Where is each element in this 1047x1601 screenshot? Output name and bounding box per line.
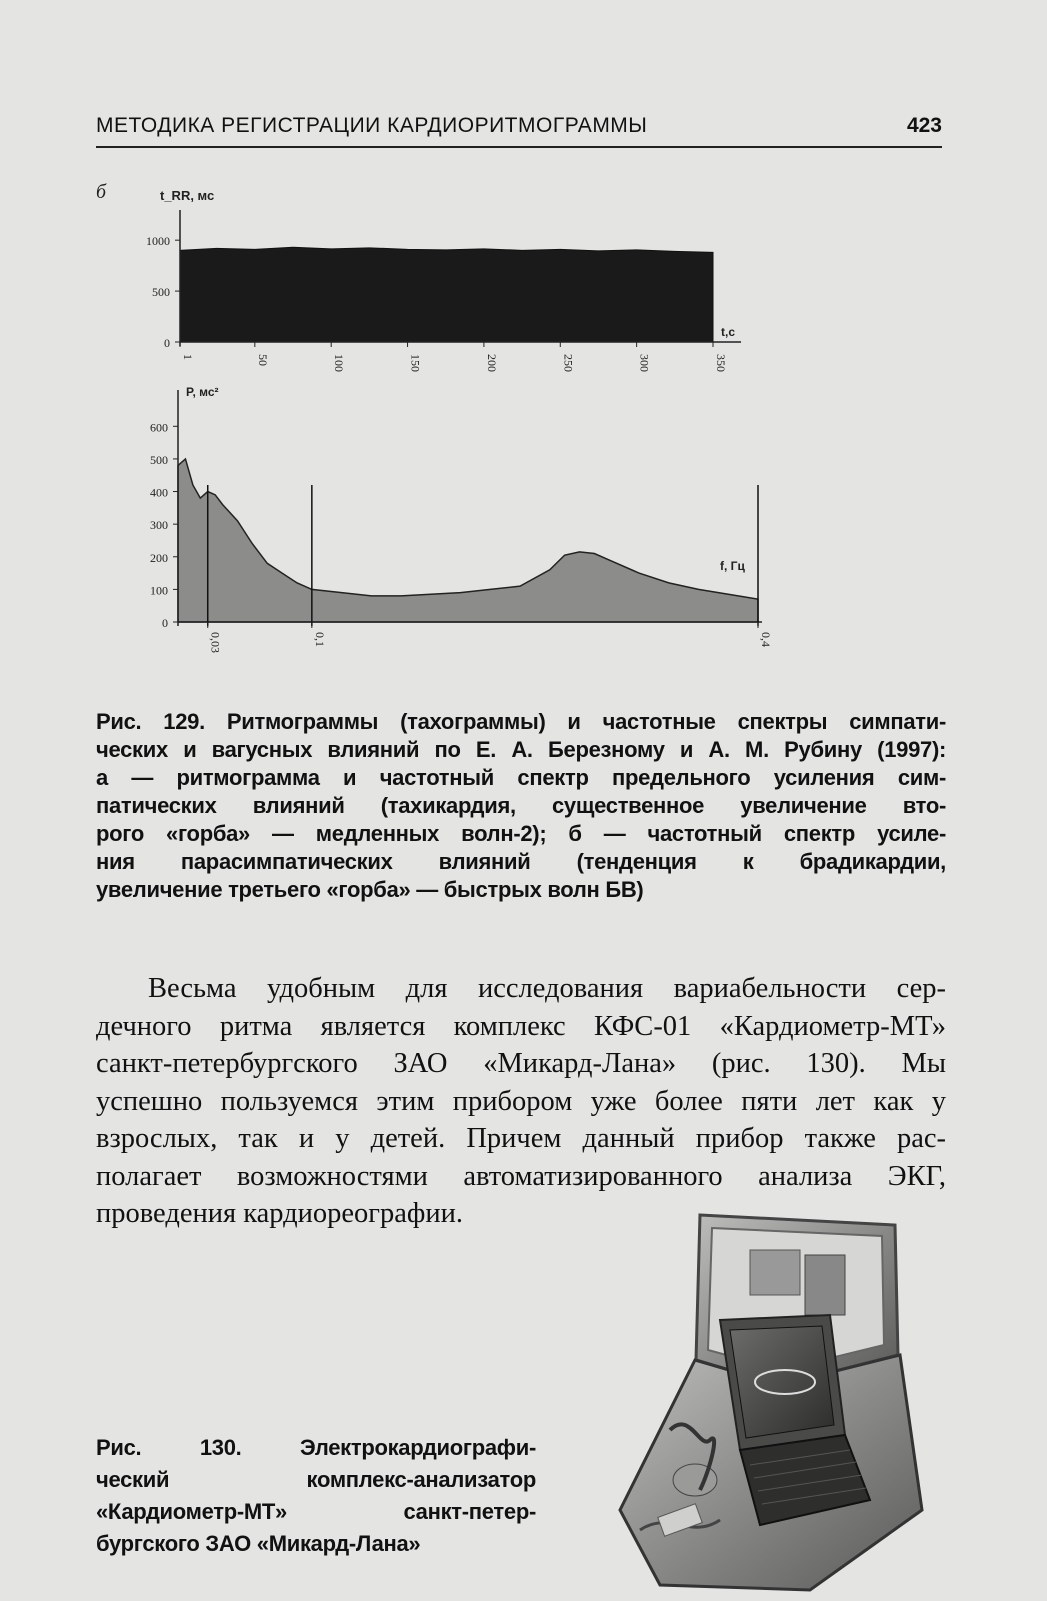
caption-line: патических влияний (тахикардия, существенное увеличение вто-: [96, 793, 946, 818]
figure-130-caption: [96, 1432, 536, 1560]
figure-129: [90, 180, 790, 680]
y-axis-label: t_RR, мс: [160, 188, 215, 203]
caption-line: «Кардиометр-МТ» санкт-петер-: [96, 1499, 536, 1524]
body-paragraph: [96, 970, 946, 1233]
x-tick-label: 350: [714, 354, 728, 372]
y-tick-label: 500: [152, 285, 170, 300]
y-tick-label: 200: [150, 550, 168, 565]
body-line: санкт-петербургского ЗАО «Микард-Лана» (рис. 130). Мы: [96, 1048, 946, 1079]
body-line: проведения кардиореографии.: [96, 1198, 463, 1229]
caption-line: ческий комплекс-анализатор: [96, 1467, 536, 1492]
caption-line: ческих и вагусных влияний по Е. А. Березному и А. М. Рубину (1997):: [96, 737, 946, 762]
y-tick-label: 0: [162, 616, 168, 630]
x-axis-label: f, Гц: [720, 559, 745, 573]
figure-129-caption: [96, 708, 946, 904]
x-tick-label: 100: [332, 354, 347, 372]
spectrum-chart: [150, 385, 773, 653]
caption-line: Рис. 129. Ритмограммы (тахограммы) и частотные спектры симпати-: [96, 709, 946, 734]
body-line: Весьма удобным для исследования вариабельности сер-: [148, 973, 946, 1004]
y-tick-label: 1000: [146, 234, 170, 249]
caption-line: Рис. 130. Электрокардиографи-: [96, 1435, 536, 1460]
y-tick-label: 400: [150, 485, 168, 500]
body-line: успешно пользуемся этим прибором уже более пяти лет как у: [96, 1085, 946, 1117]
y-tick-label: 600: [150, 420, 168, 435]
y-tick-label: 100: [150, 583, 168, 598]
x-tick-label: 50: [255, 354, 270, 366]
x-axis-label: t,c: [721, 325, 736, 339]
body-line: дечного ритма является комплекс КФС-01 «Кардиометр-МТ»: [96, 1010, 946, 1042]
spectrum-area: [178, 459, 758, 622]
x-tick-label: 200: [484, 354, 499, 372]
y-axis-label: P, мс²: [186, 385, 219, 399]
device-photo: [600, 1210, 930, 1600]
x-tick-label: 0,03: [208, 632, 223, 653]
y-tick-label: 500: [150, 452, 168, 467]
x-tick-label: 250: [561, 354, 576, 372]
caption-line: ния парасимпатических влияний (тенденция к брадикардии,: [96, 849, 946, 874]
x-tick-label: 0,4: [759, 632, 773, 647]
y-tick-label: 300: [150, 518, 168, 533]
caption-line: увеличение третьего «горба» — быстрых волн БВ): [96, 877, 644, 902]
y-tick-label: 0: [164, 336, 170, 350]
header-title: МЕТОДИКА РЕГИСТРАЦИИ КАРДИОРИТМОГРАММЫ: [96, 114, 648, 137]
running-header: [96, 110, 942, 148]
caption-line: бургского ЗАО «Микард-Лана»: [96, 1531, 421, 1556]
body-line: взрослых, так и у детей. Причем данный прибор также рас-: [96, 1123, 946, 1154]
x-tick-label: 150: [408, 354, 423, 372]
rhythmogram-area: [180, 247, 713, 342]
x-tick-label: 300: [637, 354, 652, 372]
rhythmogram-chart: [146, 188, 741, 372]
caption-line: а — ритмограмма и частотный спектр предельного усиления сим-: [96, 765, 946, 790]
panel-label: б: [96, 181, 107, 203]
x-tick-label: 1: [181, 354, 195, 360]
page-number: 423: [906, 114, 942, 137]
x-tick-label: 0,1: [312, 632, 327, 647]
caption-line: рого «горба» — медленных волн-2); б — частотный спектр усиле-: [96, 821, 946, 846]
body-line: полагает возможностями автоматизированного анализа ЭКГ,: [96, 1160, 946, 1192]
